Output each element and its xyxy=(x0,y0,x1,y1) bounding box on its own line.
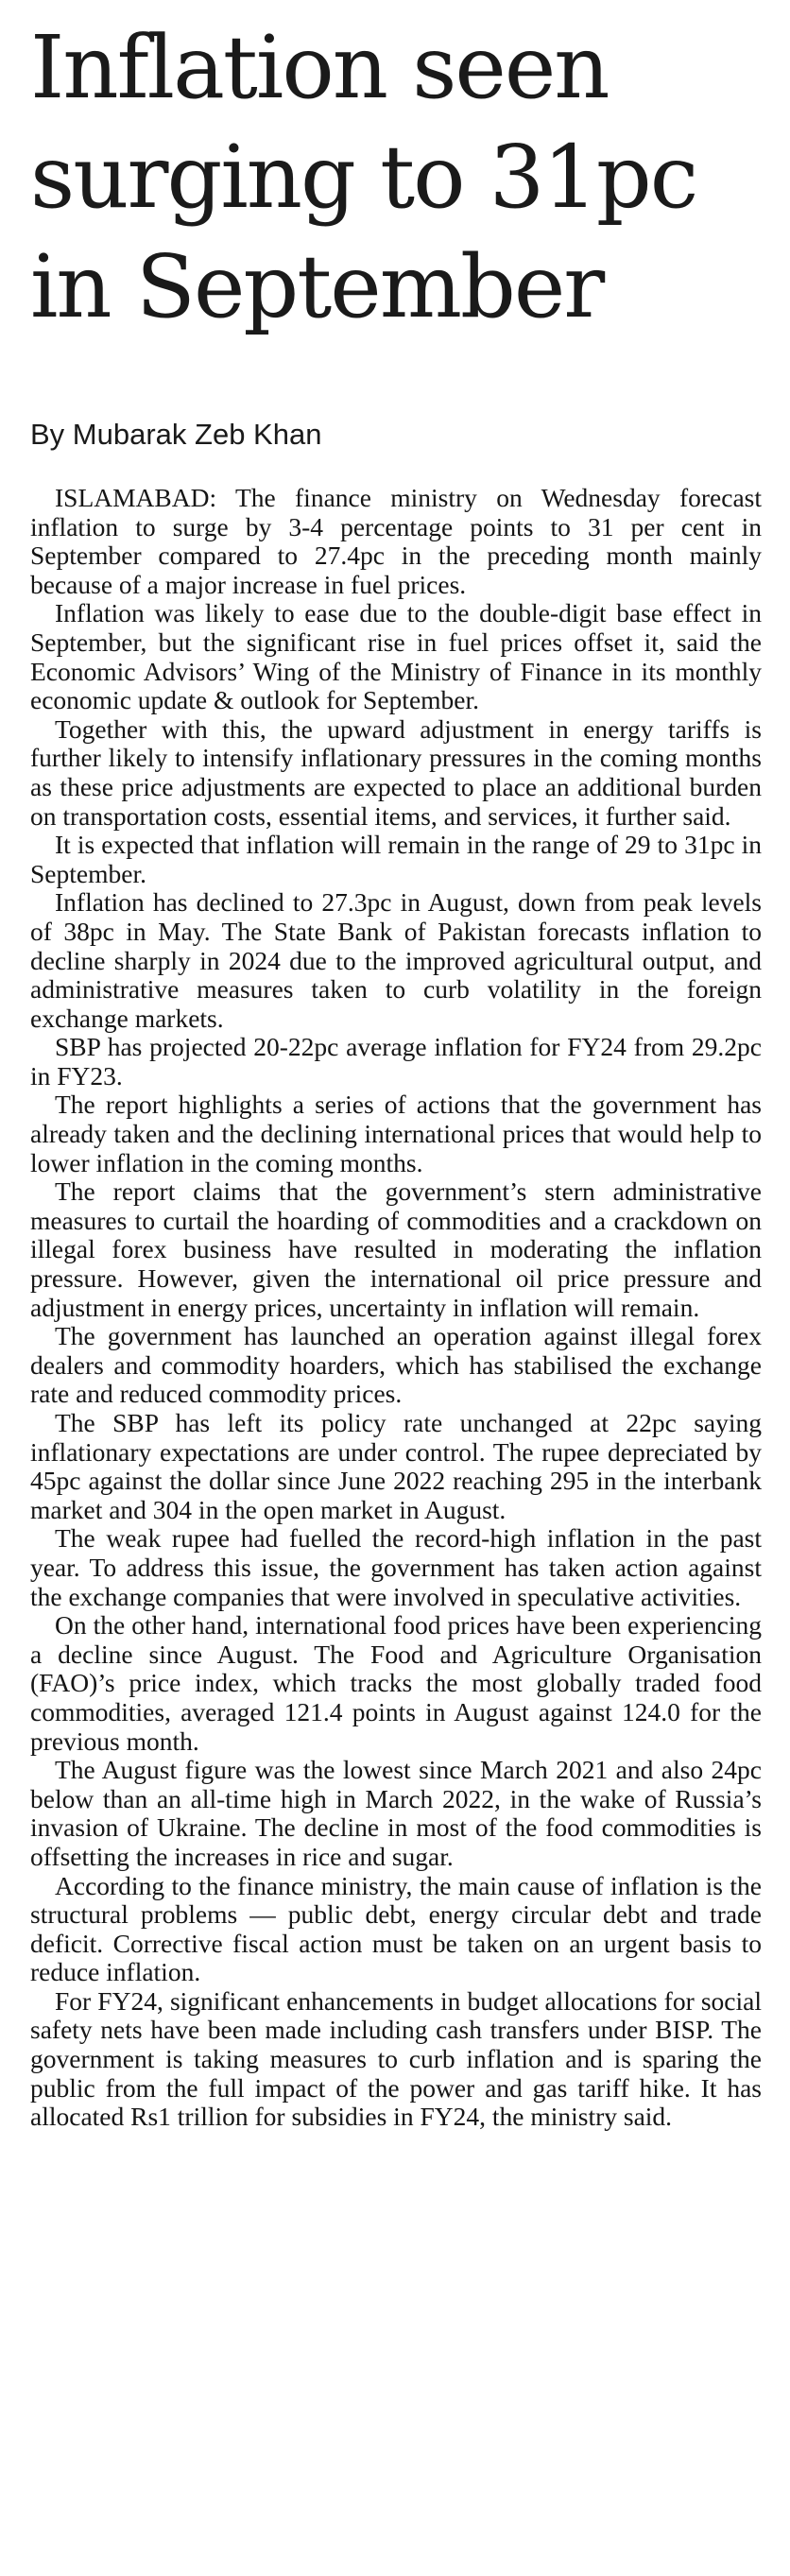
paragraph: Inflation was likely to ease due to the double-digit base effect in September, but the significant rise in fuel prices offset it, said the Economic Advisors’ Wing of the Ministry of Finance in its monthly economic update & outlook for September. xyxy=(30,598,762,715)
paragraph: SBP has projected 20-22pc average inflation for FY24 from 29.2pc in FY23. xyxy=(30,1032,762,1091)
paragraph: According to the finance ministry, the main cause of inflation is the structural problems — public debt, energy circular debt and trade deficit. Corrective fiscal action must be taken on an urgent basis to reduce inflation. xyxy=(30,1870,762,1987)
paragraph: The SBP has left its policy rate unchanged at 22pc saying inflationary expectations are under control. The rupee depreciated by 45pc against the dollar since June 2022 reaching 295 in the interbank market and 304 in the open market in August. xyxy=(30,1408,762,1524)
paragraph: Inflation has declined to 27.3pc in August, down from peak levels of 38pc in May. The State Bank of Pakistan forecasts inflation to decline sharply in 2024 due to the improved agricultural output, and administrative measures taken to curb volatility in the foreign exchange markets. xyxy=(30,887,762,1033)
paragraph: Together with this, the upward adjustment in energy tariffs is further likely to intensify inflationary pressures in the coming months as these price adjustments are expected to place an additional burden on transportation costs, essential items, and services, it further said. xyxy=(30,713,762,831)
paragraph: The report claims that the government’s stern administrative measures to curtail the hoarding of commodities and a crackdown on illegal forex business have resulted in moderating the inflation pressure. However, given the international oil price pressure and adjustment in energy prices, uncertainty in inflation will remain. xyxy=(30,1176,762,1322)
article-body xyxy=(30,484,762,2132)
paragraph: On the other hand, international food prices have been experiencing a decline since August. The Food and Agriculture Organisation (FAO)’s price index, which tracks the most globally traded food commodities, averaged 121.4 points in August against 124.0 for the previous month. xyxy=(30,1610,762,1756)
paragraph: ISLAMABAD: The finance ministry on Wednesday forecast inflation to surge by 3-4 percentage points to 31 per cent in September compared to 27.4pc in the preceding month mainly because of a major increase in fuel prices. xyxy=(30,483,762,599)
paragraph: It is expected that inflation will remain in the range of 29 to 31pc in September. xyxy=(30,830,762,888)
paragraph: The weak rupee had fuelled the record-high inflation in the past year. To address this issue, the government has taken action against the exchange companies that were involved in speculative activities. xyxy=(30,1523,762,1611)
paragraph: For FY24, significant enhancements in budget allocations for social safety nets have been made including cash transfers under BISP. The government is taking measures to curb inflation and is sparing the public from the full impact of the power and gas tariff hike. It has allocated Rs1 trillion for subsidies in FY24, the ministry said. xyxy=(30,1985,762,2132)
paragraph: The government has launched an operation against illegal forex dealers and commodity hoarders, which has stabilised the exchange rate and reduced commodity prices. xyxy=(30,1321,762,1409)
headline: Inflation seen surging to 31pc in September xyxy=(30,17,697,337)
byline: By Mubarak Zeb Khan xyxy=(30,418,322,451)
paragraph: The August figure was the lowest since March 2021 and also 24pc below than an all-time high in March 2022, in the wake of Russia’s invasion of Ukraine. The decline in most of the food commodities is offsetting the increases in rice and sugar. xyxy=(30,1755,762,1871)
paragraph: The report highlights a series of actions that the government has already taken and the declining international prices that would help to lower inflation in the coming months. xyxy=(30,1090,762,1177)
